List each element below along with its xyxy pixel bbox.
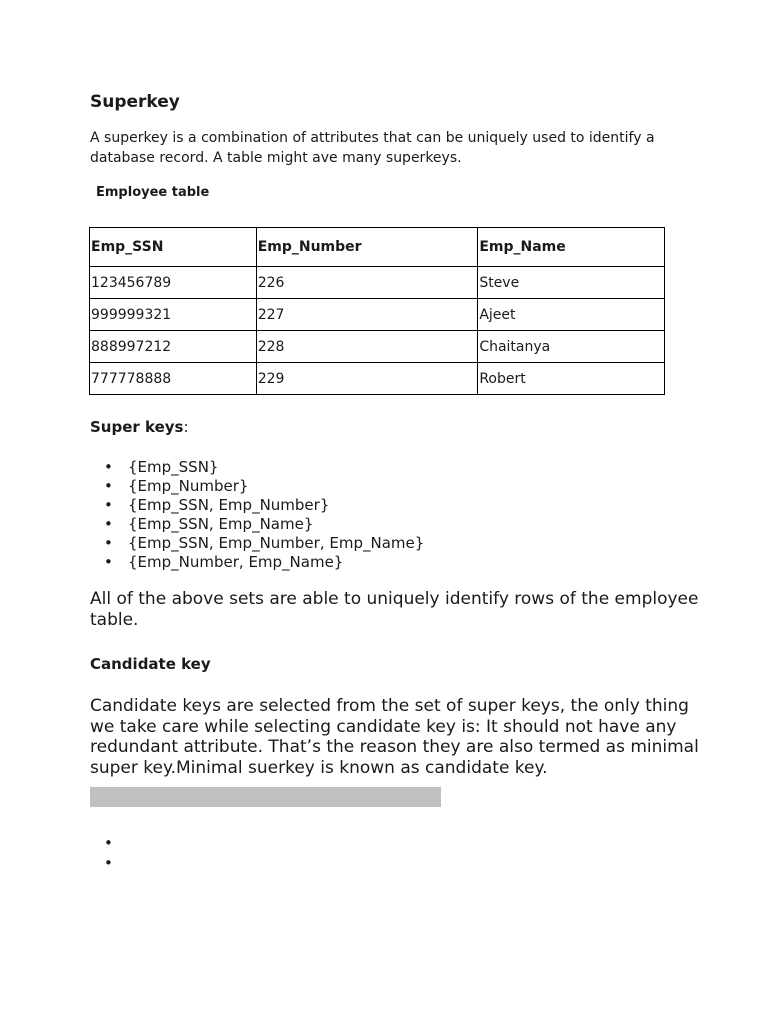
table-row [90,299,665,331]
cell-emp-ssn: 999999321 [90,299,257,331]
cell-emp-name: Ajeet [478,299,665,331]
employee-table [89,227,665,395]
cell-emp-ssn: 123456789 [90,267,257,299]
list-item-text: {Emp_SSN, Emp_Number, Emp_Name} [128,534,425,552]
list-item-text: {Emp_SSN, Emp_Number} [128,496,330,514]
list-item [90,458,424,477]
table-header-row [90,228,665,267]
bullet-icon: • [104,477,113,495]
super-keys-label [90,418,189,436]
list-item [90,553,424,572]
cell-emp-name: Robert [478,363,665,395]
cell-emp-name: Steve [478,267,665,299]
cell-emp-number: 226 [256,267,478,299]
placeholder-bar [90,787,441,807]
bullet-icon: • [104,553,113,571]
bullet-icon: • [104,458,113,476]
bullet-icon: • [104,534,113,552]
list-item [90,515,424,534]
table-row [90,267,665,299]
table-row [90,331,665,363]
super-keys-summary: All of the above sets are able to uniquely identify rows of the employee table. [90,589,699,630]
list-item-text: {Emp_SSN} [128,458,219,476]
list-item [90,496,424,515]
header-emp-ssn: Emp_SSN [90,228,257,267]
cell-emp-ssn: 777778888 [90,363,257,395]
superkey-heading: Superkey [90,92,180,112]
bullet-icon: • [104,854,113,872]
empty-bullet-list [90,833,130,873]
cell-emp-number: 228 [256,331,478,363]
candidate-key-heading: Candidate key [90,655,211,673]
superkey-intro: A superkey is a combination of attributes that can be uniquely used to identify a database record. A table might ave many superkeys. [90,130,655,166]
list-item [90,477,424,496]
cell-emp-name: Chaitanya [478,331,665,363]
list-item [90,833,130,853]
list-item [90,534,424,553]
super-keys-label-text: Super keys [90,418,184,436]
bullet-icon: • [104,496,113,514]
header-emp-name: Emp_Name [478,228,665,267]
super-keys-list [90,458,424,572]
candidate-key-body: Candidate keys are selected from the set of super keys, the only thing we take care while selecting candidate key is: It should not have any redundant attribute. That’s the reason they are also termed as minimal super key.Minimal suerkey is known as candidate key. [90,696,699,778]
list-item [90,853,130,873]
list-item-text: {Emp_SSN, Emp_Name} [128,515,314,533]
table-row [90,363,665,395]
list-item-text: {Emp_Number, Emp_Name} [128,553,344,571]
header-emp-number: Emp_Number [256,228,478,267]
cell-emp-number: 229 [256,363,478,395]
super-keys-colon: : [183,418,189,436]
cell-emp-number: 227 [256,299,478,331]
cell-emp-ssn: 888997212 [90,331,257,363]
bullet-icon: • [104,834,113,852]
bullet-icon: • [104,515,113,533]
table-caption: Employee table [96,185,210,200]
list-item-text: {Emp_Number} [128,477,249,495]
